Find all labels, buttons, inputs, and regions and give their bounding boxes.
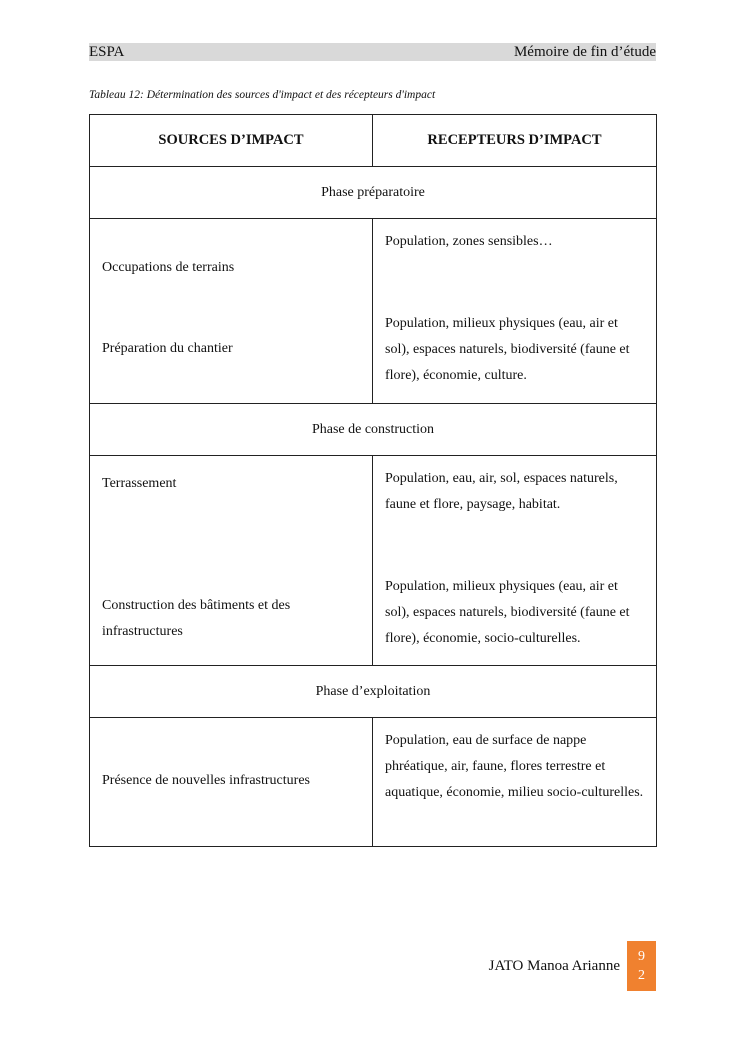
phase-row	[90, 167, 657, 219]
source-text: Terrassement	[102, 476, 177, 491]
receptor-text: Population, eau, air, sol, espaces naturels, faune et flore, paysage, habitat.	[385, 471, 618, 512]
phase-row	[90, 666, 657, 718]
page-number-badge	[627, 941, 656, 991]
footer-author: JATO Manoa Arianne	[488, 958, 620, 974]
header-document-type: Mémoire de fin d’étude	[513, 44, 656, 60]
table-row	[90, 456, 657, 666]
table-header-row	[90, 115, 657, 167]
page-number-digit: 2	[638, 968, 645, 983]
column-header-recepteurs: RECEPTEURS D’IMPACT	[373, 115, 657, 167]
table-row	[90, 718, 657, 847]
phase-title: Phase de construction	[90, 404, 657, 456]
receptors-cell	[373, 718, 657, 847]
page-number-digit: 9	[638, 949, 645, 964]
source-text: Occupations de terrains	[102, 260, 235, 275]
receptor-text: Population, zones sensibles…	[385, 234, 553, 249]
receptor-text: Population, eau de surface de nappe phréatique, air, faune, flores terrestre et aquatique, économie, milieu socio-culturelles.	[385, 733, 644, 800]
receptor-text: Population, milieux physiques (eau, air et sol), espaces naturels, biodiversité (faune et flore), économie, socio-culturelles.	[385, 579, 630, 646]
receptors-cell	[373, 219, 657, 404]
page-header	[89, 43, 656, 61]
phase-title: Phase d’exploitation	[90, 666, 657, 718]
table-caption: Tableau 12: Détermination des sources d'impact et des récepteurs d'impact	[89, 89, 436, 101]
source-text: Préparation du chantier	[102, 341, 233, 356]
impact-table	[89, 114, 657, 847]
column-header-sources: SOURCES D’IMPACT	[90, 115, 373, 167]
source-text: Construction des bâtiments et des infrastructures	[102, 598, 291, 639]
header-school: ESPA	[89, 44, 125, 60]
phase-row	[90, 404, 657, 456]
sources-cell	[90, 456, 373, 666]
receptors-cell	[373, 456, 657, 666]
table-row	[90, 219, 657, 404]
source-text: Présence de nouvelles infrastructures	[102, 773, 310, 788]
sources-cell	[90, 718, 373, 847]
sources-cell	[90, 219, 373, 404]
phase-title: Phase préparatoire	[90, 167, 657, 219]
receptor-text: Population, milieux physiques (eau, air et sol), espaces naturels, biodiversité (faune et flore), économie, culture.	[385, 316, 630, 383]
